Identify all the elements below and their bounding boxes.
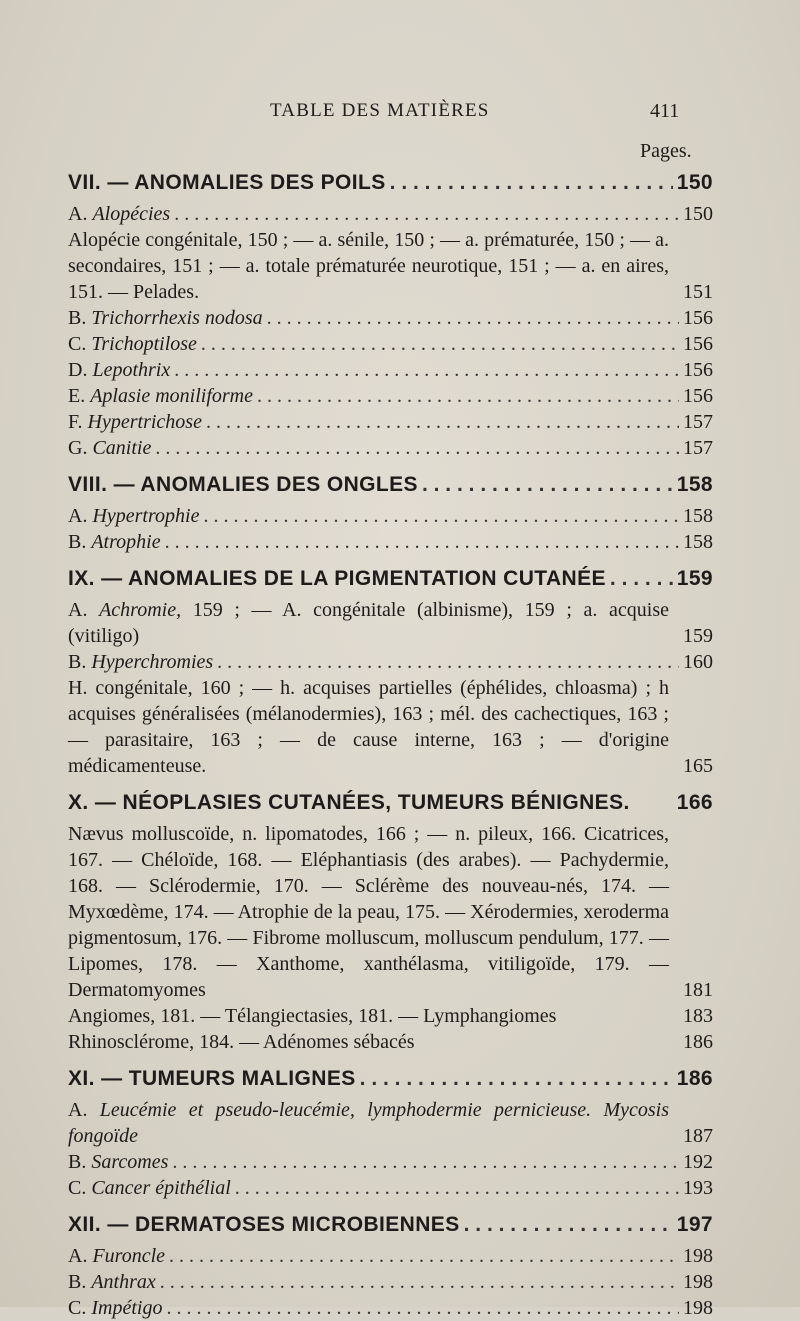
toc-paragraph: Alopécie congénitale, 150 ; — a. sénile, 150 ; — a. prématurée, 150 ; — a. secondaires, 151 ; — a. totale prématurée neurotique, 151 ; — a. en aires, 151. — Pelades. 151 <box>68 229 713 303</box>
chapter-heading-xi: XI. — TUMEURS MALIGNES . . . 186 <box>68 1061 713 1097</box>
toc-paragraph: H. congénitale, 160 ; — h. acquises partielles (éphélides, chloasma) ; h acquises généralisées (mélanodermies), 163 ; mél. des cachectiques, 163 ; — parasitaire, 163 ; — de cause interne, 163 ; — d'origine médicamenteuse. 165 <box>68 677 713 777</box>
chapter-heading-viii: VIII. — ANOMALIES DES ONGLES . . . 158 <box>68 467 713 503</box>
toc-paragraph: Rhinosclérome, 184. — Adénomes sébacés 186 <box>68 1031 713 1053</box>
page-header <box>0 100 800 130</box>
toc-paragraph: A. Achromie, 159 ; — A. congénitale (albinisme), 159 ; a. acquise (vitiligo) 159 <box>68 599 713 647</box>
toc-entry: A. Furoncle . . . 198 <box>68 1243 713 1269</box>
chapter-heading-x: X. — NÉOPLASIES CUTANÉES, TUMEURS BÉNIGNES. 166 <box>68 791 713 814</box>
toc-entry: A. Alopécies . . . 150 <box>68 201 713 227</box>
chapter-heading-xii: XII. — DERMATOSES MICROBIENNES . . . 197 <box>68 1207 713 1243</box>
toc-entry: A. Hypertrophie . . . 158 <box>68 503 713 529</box>
toc-entry: B. Trichorrhexis nodosa . . . 156 <box>68 305 713 331</box>
toc-paragraph: Nævus molluscoïde, n. lipomatodes, 166 ; — n. pileux, 166. Cicatrices, 167. — Chéloïde, 168. — Eléphantiasis (des arabes). — Pachydermie, 168. — Sclérodermie, 170. — Sclérème des nouveau-nés, 174. — Myxœdème, 174. — Atrophie de la peau, 175. — Xérodermies, xeroderma pigmentosum, 176. — Fibrome molluscum, molluscum pendulum, 177. — Lipomes, 178. — Xanthome, xanthélasma, vitiligoïde, 179. — Dermatomyomes 181 <box>68 823 713 1001</box>
toc-entry: E. Aplasie moniliforme . . . 156 <box>68 383 713 409</box>
toc-entry: C. Trichoptilose . . . 156 <box>68 331 713 357</box>
toc-entry: B. Sarcomes . . . 192 <box>68 1149 713 1175</box>
toc-entry: C. Impétigo . . . 198 <box>68 1295 713 1321</box>
page-number: 411 <box>650 100 680 122</box>
toc-paragraph: Angiomes, 181. — Télangiectasies, 181. — Lymphangiomes 183 <box>68 1005 713 1027</box>
toc-entry: B. Hyperchromies . . . 160 <box>68 649 713 675</box>
toc-entry: F. Hypertrichose . . . 157 <box>68 409 713 435</box>
toc-entry: B. Anthrax . . . 198 <box>68 1269 713 1295</box>
toc-entry: C. Cancer épithélial . . . 193 <box>68 1175 713 1201</box>
toc-entry: B. Atrophie . . . 158 <box>68 529 713 555</box>
running-title: TABLE DES MATIÈRES <box>270 100 490 121</box>
chapter-heading-ix: IX. — ANOMALIES DE LA PIGMENTATION CUTANÉE . . . 159 <box>68 561 713 597</box>
toc-entry: G. Canitie . . . 157 <box>68 435 713 461</box>
toc-paragraph: A. Leucémie et pseudo-leucémie, lymphodermie pernicieuse. Mycosis fongoïde 187 <box>68 1099 713 1147</box>
chapter-heading-vii: VII. — ANOMALIES DES POILS . . . 150 <box>68 165 713 201</box>
pages-column-label: Pages. <box>640 140 692 162</box>
toc-entry: D. Lepothrix . . . 156 <box>68 357 713 383</box>
table-of-contents <box>68 165 713 1321</box>
